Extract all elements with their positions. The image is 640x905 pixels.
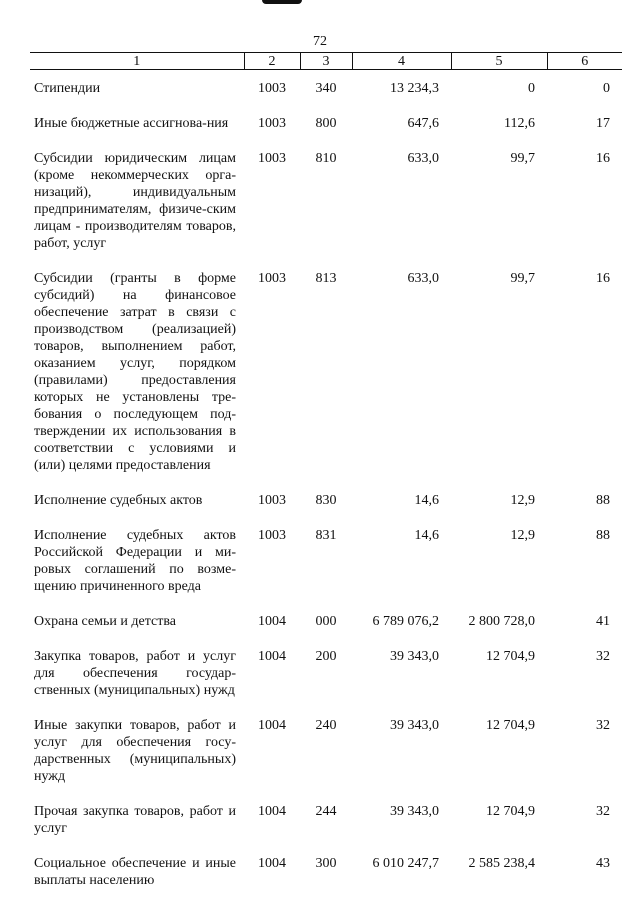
- actual-amount-cell: 0: [528, 81, 535, 96]
- table-row: [30, 262, 622, 484]
- expense-type-cell: 810: [315, 151, 337, 166]
- row-name-cell: Стипендии: [34, 81, 101, 96]
- row-name-cell: Прочая закупка товаров, работ и услуг: [34, 804, 236, 836]
- column-header-4: 4: [352, 53, 451, 70]
- section-code-cell: 1003: [258, 271, 286, 286]
- execution-percent-cell: 41: [596, 614, 610, 629]
- section-code-cell: 1004: [258, 649, 286, 664]
- planned-amount-cell: 14,6: [414, 528, 439, 543]
- planned-amount-cell: 39 343,0: [390, 804, 439, 819]
- expense-type-cell: 830: [315, 493, 337, 508]
- row-name-cell: Социальное обеспечение и иные выплаты населению: [34, 856, 236, 888]
- expense-type-cell: 813: [315, 271, 337, 286]
- actual-amount-cell: 12,9: [510, 528, 535, 543]
- section-code-cell: 1004: [258, 856, 286, 871]
- expense-type-cell: 200: [315, 649, 337, 664]
- execution-percent-cell: 17: [596, 116, 610, 131]
- execution-percent-cell: 88: [596, 493, 610, 508]
- row-name-cell: Субсидии (гранты в форме субсидий) на финансовое обеспечение затрат в связи с производством (реализацией) товаров, выполнением работ, оказанием услуг, порядком (правилами) предоставления которых не установлены тре-бования о последующем под-тверждении их использования в соответствии с условиями и (или) целями предоставления: [34, 271, 236, 473]
- execution-percent-cell: 0: [603, 81, 610, 96]
- execution-percent-cell: 32: [596, 649, 610, 664]
- table-header: [30, 53, 622, 70]
- table-row: [30, 484, 622, 519]
- actual-amount-cell: 12 704,9: [486, 804, 535, 819]
- execution-percent-cell: 32: [596, 718, 610, 733]
- table-row: [30, 70, 622, 108]
- execution-percent-cell: 32: [596, 804, 610, 819]
- row-name-cell: Субсидии юридическим лицам (кроме некоммерческих орга-низаций), индивидуальным предпринимателям, физиче-ским лицам - производителям товаров, работ, услуг: [34, 151, 236, 251]
- table-row: [30, 847, 622, 899]
- actual-amount-cell: 2 585 238,4: [468, 856, 535, 871]
- execution-percent-cell: 16: [596, 151, 610, 166]
- section-code-cell: 1004: [258, 614, 286, 629]
- budget-table-container: [30, 52, 622, 899]
- table-row: [30, 107, 622, 142]
- column-header-5: 5: [451, 53, 547, 70]
- table-body: [30, 70, 622, 900]
- actual-amount-cell: 2 800 728,0: [468, 614, 535, 629]
- row-name-cell: Исполнение судебных актов: [34, 493, 203, 508]
- actual-amount-cell: 12,9: [510, 493, 535, 508]
- actual-amount-cell: 12 704,9: [486, 718, 535, 733]
- planned-amount-cell: 14,6: [414, 493, 439, 508]
- section-code-cell: 1004: [258, 804, 286, 819]
- row-name-cell: Исполнение судебных актов Российской Федерации и ми-ровых соглашений по возме-щению причиненного вреда: [34, 528, 236, 594]
- expense-type-cell: 000: [315, 614, 337, 629]
- budget-table: [30, 52, 622, 899]
- section-code-cell: 1003: [258, 528, 286, 543]
- table-row: [30, 142, 622, 262]
- table-row: [30, 519, 622, 605]
- actual-amount-cell: 99,7: [510, 271, 535, 286]
- planned-amount-cell: 633,0: [407, 151, 439, 166]
- section-code-cell: 1003: [258, 493, 286, 508]
- row-name-cell: Охрана семьи и детства: [34, 614, 176, 629]
- actual-amount-cell: 12 704,9: [486, 649, 535, 664]
- expense-type-cell: 340: [315, 81, 337, 96]
- section-code-cell: 1003: [258, 151, 286, 166]
- column-header-6: 6: [547, 53, 622, 70]
- column-header-1: 1: [30, 53, 244, 70]
- actual-amount-cell: 99,7: [510, 151, 535, 166]
- section-code-cell: 1003: [258, 116, 286, 131]
- expense-type-cell: 300: [315, 856, 337, 871]
- section-code-cell: 1004: [258, 718, 286, 733]
- planned-amount-cell: 39 343,0: [390, 649, 439, 664]
- expense-type-cell: 800: [315, 116, 337, 131]
- expense-type-cell: 240: [315, 718, 337, 733]
- expense-type-cell: 244: [315, 804, 337, 819]
- planned-amount-cell: 39 343,0: [390, 718, 439, 733]
- column-header-3: 3: [300, 53, 352, 70]
- table-row: [30, 709, 622, 795]
- row-name-cell: Иные закупки товаров, работ и услуг для обеспечения госу-дарственных (муниципальных) нужд: [34, 718, 236, 784]
- actual-amount-cell: 112,6: [504, 116, 535, 131]
- planned-amount-cell: 6 010 247,7: [372, 856, 439, 871]
- top-edge-mark: [262, 0, 302, 4]
- row-name-cell: Закупка товаров, работ и услуг для обеспечения государ-ственных (муниципальных) нужд: [34, 649, 236, 698]
- header-row: [30, 53, 622, 70]
- execution-percent-cell: 43: [596, 856, 610, 871]
- column-header-2: 2: [244, 53, 300, 70]
- planned-amount-cell: 6 789 076,2: [372, 614, 439, 629]
- planned-amount-cell: 633,0: [407, 271, 439, 286]
- table-row: [30, 605, 622, 640]
- execution-percent-cell: 88: [596, 528, 610, 543]
- expense-type-cell: 831: [315, 528, 337, 543]
- page-number: 72: [313, 34, 327, 49]
- section-code-cell: 1003: [258, 81, 286, 96]
- row-name-cell: Иные бюджетные ассигнова-ния: [34, 116, 229, 131]
- table-row: [30, 795, 622, 847]
- planned-amount-cell: 13 234,3: [390, 81, 439, 96]
- planned-amount-cell: 647,6: [407, 116, 439, 131]
- table-row: [30, 640, 622, 709]
- execution-percent-cell: 16: [596, 271, 610, 286]
